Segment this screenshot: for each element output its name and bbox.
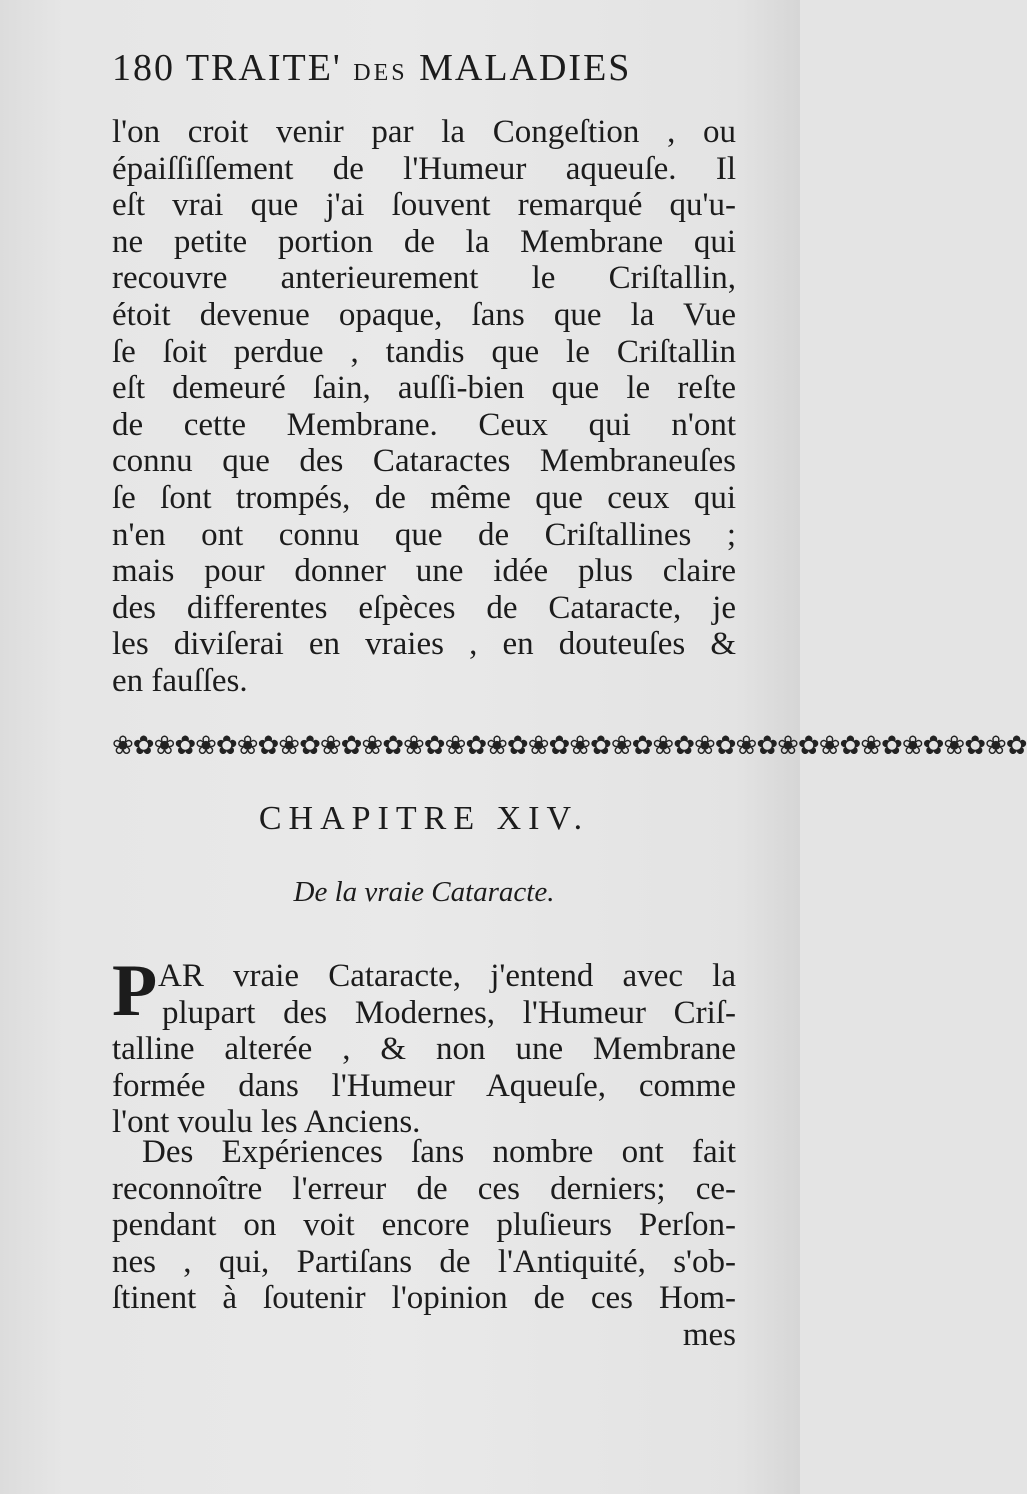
text-line: pendant on voit encore pluſieurs Perſon- xyxy=(112,1207,736,1244)
text-line: mais pour donner une idée plus claire xyxy=(112,553,736,590)
text-line: recouvre anterieurement le Criſtallin, xyxy=(112,260,736,297)
text-line: reconnoître l'erreur de ces derniers; ce- xyxy=(112,1170,736,1207)
ornament-band: ❀✿❀✿❀✿❀✿❀✿❀✿❀✿❀✿❀✿❀✿❀✿❀✿❀✿❀✿❀✿❀✿❀✿❀✿❀✿❀✿❀✿❀✿ xyxy=(112,731,1027,761)
text-line: ne petite portion de la Membrane qui xyxy=(112,223,736,260)
text-line: n'en ont connu que de Criſtallines ; xyxy=(112,516,736,553)
text-line: ſtinent à ſoutenir l'opinion de ces Hom- xyxy=(112,1280,736,1317)
paragraph-2 xyxy=(112,950,736,1141)
paragraph-3 xyxy=(112,1134,736,1354)
header-title-rest: MALADIES xyxy=(419,47,632,89)
header-title-main: TRAITE' xyxy=(185,47,342,89)
chapter-heading: CHAPITRE XIV. xyxy=(258,800,590,837)
text-line: ſe ſont trompés, de même que ceux qui xyxy=(112,479,736,516)
header-title-des: DES xyxy=(353,60,408,86)
text-line: formée dans l'Humeur Aqueuſe, comme xyxy=(112,1067,736,1104)
paragraph-1 xyxy=(112,114,736,700)
text-line: étoit devenue opaque, ſans que la Vue xyxy=(112,296,736,333)
running-header xyxy=(112,46,712,96)
text-line: l'on croit venir par la Congeſtion , ou xyxy=(112,114,736,150)
drop-cap: P xyxy=(112,950,158,1032)
text-line: Des Expériences ſans nombre ont fait xyxy=(142,1134,736,1170)
text-line: épaiſſiſſement de l'Humeur aqueuſe. Il xyxy=(112,150,736,187)
chapter-subtitle: De la vraie Cataracte. xyxy=(293,876,555,908)
text-line: plupart des Modernes, l'Humeur Criſ- xyxy=(162,994,736,1031)
text-line: eſt demeuré ſain, auſſi-bien que le reſte xyxy=(112,370,736,407)
catchword: mes xyxy=(682,1316,736,1353)
text-line: eſt vrai que j'ai ſouvent remarqué qu'u- xyxy=(112,187,736,224)
text-line: AR vraie Cataracte, j'entend avec la xyxy=(158,958,736,994)
text-line: connu que des Cataractes Membraneuſes xyxy=(112,443,736,480)
text-line: les diviſerai en vraies , en douteuſes & xyxy=(112,626,736,663)
text-line: des differentes eſpèces de Cataracte, je xyxy=(112,589,736,626)
text-line: nes , qui, Partiſans de l'Antiquité, s'ob- xyxy=(112,1243,736,1280)
text-line: talline alterée , & non une Membrane xyxy=(112,1031,736,1068)
text-line: ſe ſoit perdue , tandis que le Criſtallin xyxy=(112,333,736,370)
text-line: l'ont voulu les Anciens. xyxy=(112,1104,421,1141)
text-line: de cette Membrane. Ceux qui n'ont xyxy=(112,406,736,443)
page-number: 180 xyxy=(112,47,175,89)
text-line: en fauſſes. xyxy=(112,662,248,699)
